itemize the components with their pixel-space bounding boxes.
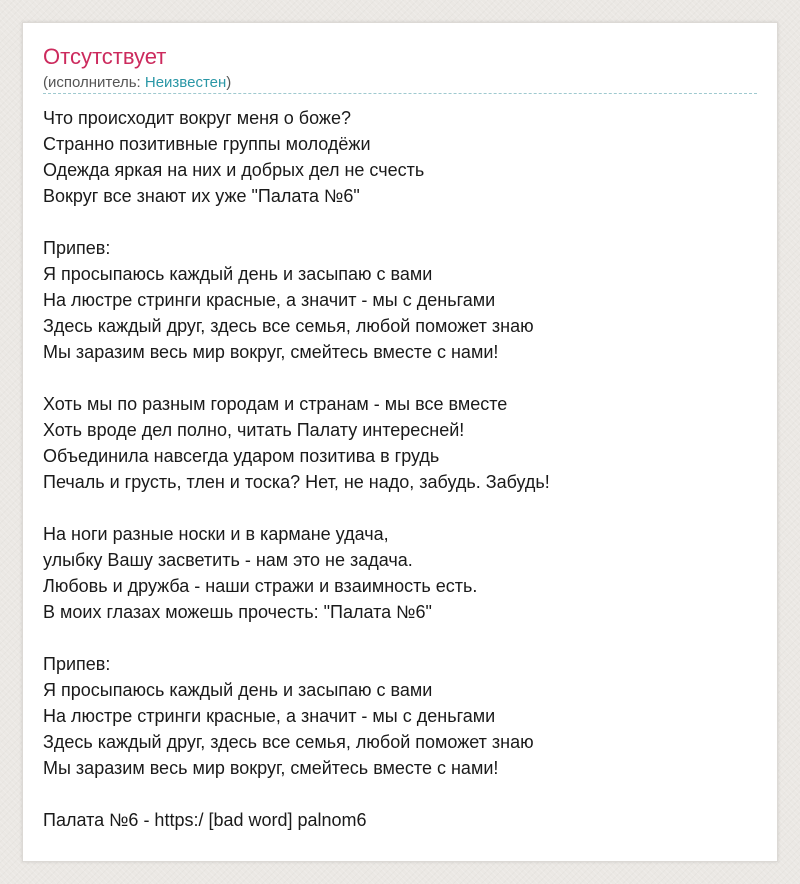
song-title: Отсутствует [43, 44, 167, 69]
lyric-line: Хоть вроде дел полно, читать Палату интересней! [43, 420, 465, 440]
verse-block [43, 105, 759, 209]
lyric-line: В моих глазах можешь прочесть: "Палата №6" [43, 602, 432, 622]
lyric-line: На люстре стринги красные, а значит - мы с деньгами [43, 290, 496, 310]
verse-block [43, 391, 759, 495]
lyric-line: Я просыпаюсь каждый день и засыпаю с вами [43, 264, 433, 284]
artist-prefix: (исполнитель: [43, 74, 145, 91]
blank-line [43, 209, 759, 235]
artist-line [43, 73, 231, 93]
title-divider [43, 93, 757, 94]
lyrics-text [43, 105, 759, 833]
lyric-line: Хоть мы по разным городам и странам - мы все вместе [43, 394, 508, 414]
verse-block [43, 521, 759, 625]
lyric-line: Вокруг все знают их уже "Палата №6" [43, 186, 360, 206]
lyric-line: Мы заразим весь мир вокруг, смейтесь вместе с нами! [43, 342, 499, 362]
chorus-heading: Припев: [43, 654, 111, 674]
lyric-line: улыбку Вашу засветить - нам это не задача. [43, 550, 413, 570]
chorus-block [43, 235, 759, 365]
blank-line [43, 625, 759, 651]
lyric-line: Мы заразим весь мир вокруг, смейтесь вместе с нами! [43, 758, 499, 778]
artist-link[interactable]: Неизвестен [144, 74, 227, 91]
lyric-line: Одежда яркая на них и добрых дел не счесть [43, 160, 425, 180]
chorus-heading: Припев: [43, 238, 111, 258]
chorus-block [43, 651, 759, 781]
lyrics-card [22, 22, 778, 862]
lyrics-footer: Палата №6 - https:/ [bad word] palnom6 [43, 810, 367, 830]
blank-line [43, 495, 759, 521]
lyric-line: Что происходит вокруг меня о боже? [43, 108, 351, 128]
artist-suffix: ) [226, 74, 232, 91]
lyric-line: Объединила навсегда ударом позитива в грудь [43, 446, 440, 466]
lyric-line: Странно позитивные группы молодёжи [43, 134, 371, 154]
lyric-line: Здесь каждый друг, здесь все семья, любой поможет знаю [43, 316, 534, 336]
lyric-line: На ноги разные носки и в кармане удача, [43, 524, 389, 544]
lyric-line: Любовь и дружба - наши стражи и взаимность есть. [43, 576, 478, 596]
lyric-line: Я просыпаюсь каждый день и засыпаю с вами [43, 680, 433, 700]
blank-line [43, 365, 759, 391]
lyric-line: Здесь каждый друг, здесь все семья, любой поможет знаю [43, 732, 534, 752]
lyric-line: На люстре стринги красные, а значит - мы с деньгами [43, 706, 496, 726]
lyric-line: Печаль и грусть, тлен и тоска? Нет, не надо, забудь. Забудь! [43, 472, 550, 492]
